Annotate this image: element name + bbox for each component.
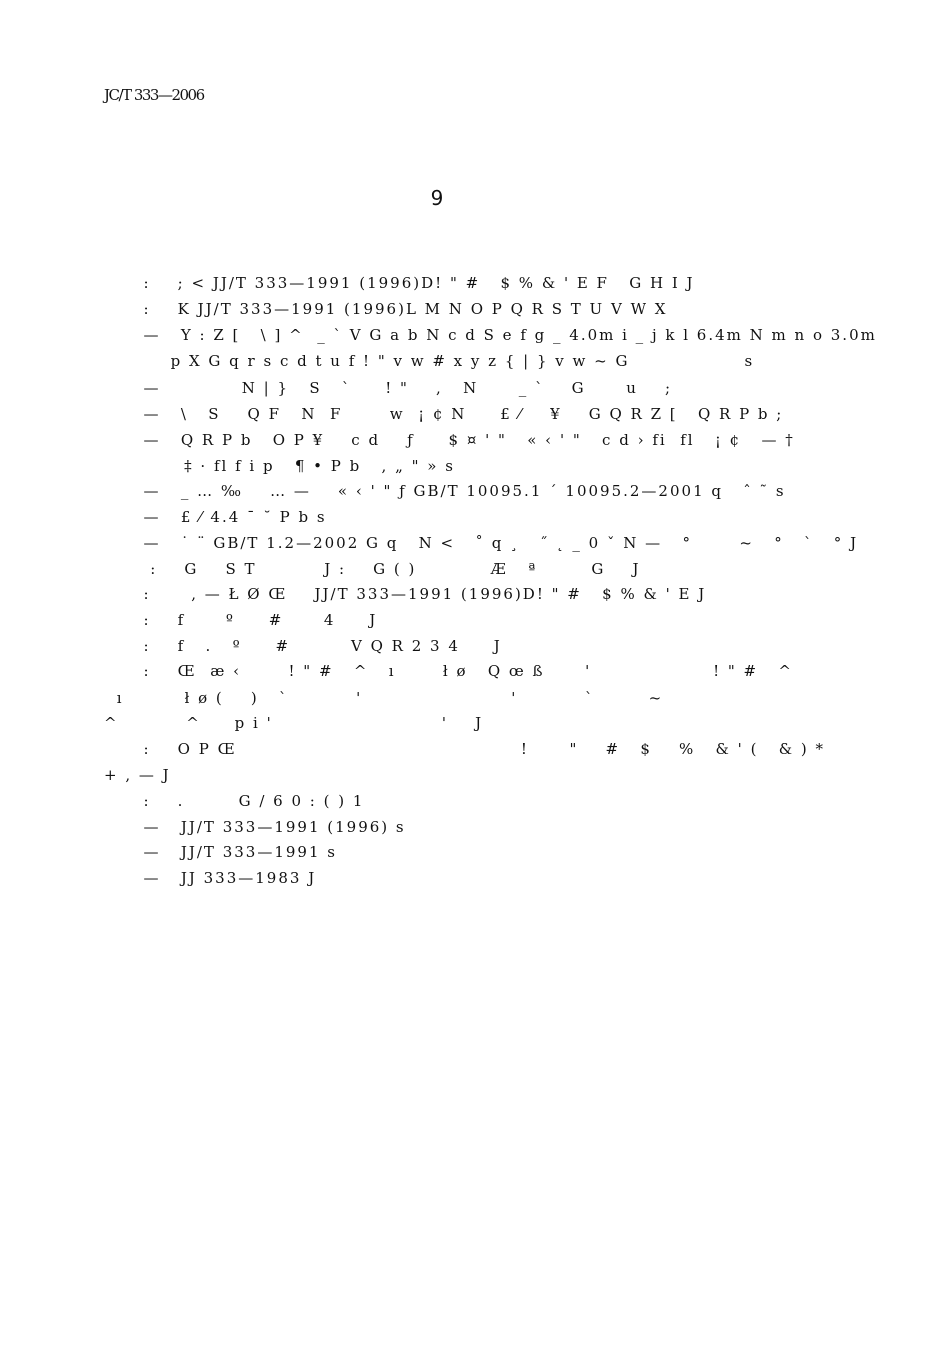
body-line-5: — N | } S ` ! " , N _ ` G u ; bbox=[130, 379, 673, 397]
body-line-24: — JJ 333—1983 J bbox=[130, 869, 317, 887]
body-line-7: — Q R P b O P ¥ c d ƒ $ ¤ ' " « ‹ ' " c d › fi fl ¡ ¢ — † bbox=[130, 431, 795, 449]
body-line-9: — _ … ‰ … — « ‹ ' " ƒ GB/T 10095.1 ´ 10095.2—2001 q ˆ ˜ s bbox=[130, 482, 786, 500]
body-line-6: — \ S Q F N F w ¡ ¢ N £ ⁄ ¥ G Q R Z [ Q R P b ; bbox=[130, 405, 784, 423]
body-line-4: p X G q r s c d t u f ! " v w # x y z { | } v w ~ G s bbox=[130, 352, 755, 370]
body-line-3: — Y : Z [ \ ] ^ _ ` V G a b N c d S e f g _ 4.0m i _ j k l 6.4m N m n o 3.0m bbox=[130, 326, 877, 344]
body-line-20: + , — J bbox=[104, 766, 171, 784]
body-line-10: — £ ⁄ 4.4 ¯ ˘ P b s bbox=[130, 508, 327, 526]
body-line-14: : f º # 4 J bbox=[130, 611, 378, 629]
body-line-23: — JJ/T 333—1991 s bbox=[130, 843, 337, 861]
body-line-18: ^ ^ p i ' ' J bbox=[104, 714, 484, 732]
body-line-22: — JJ/T 333—1991 (1996) s bbox=[130, 818, 406, 836]
body-line-11: — ˙ ¨ GB/T 1.2—2002 G q N < ˚ q ¸ ˝ ˛ _ 0 ˇ N — ° ~ ° ` ° J bbox=[130, 534, 859, 552]
body-line-2: : K JJ/T 333—1991 (1996)L M N O P Q R S T U V W X bbox=[130, 300, 668, 318]
body-line-17: ı ł ø ( ) ` ' ' ` ~ bbox=[110, 689, 664, 707]
document-code: JC/T 333—2006 bbox=[104, 86, 204, 104]
body-line-12: : G S T J : G ( ) Æ ª G J bbox=[130, 560, 641, 578]
body-line-19: : O P Œ ! " # $ % & ' ( & ) * bbox=[130, 740, 825, 758]
body-line-13: : , — Ł Ø Œ JJ/T 333—1991 (1996)D! " # $ % & ' E J bbox=[130, 585, 707, 603]
body-line-15: : f . º # V Q R 2 3 4 J bbox=[130, 637, 502, 655]
body-line-21: : . G / 6 0 : ( ) 1 bbox=[130, 792, 365, 810]
body-line-1: : ; < JJ/T 333—1991 (1996)D! " # $ % & ' E F G H I J bbox=[130, 274, 695, 292]
body-line-16: : Œ æ ‹ ! " # ^ ı ł ø Q œ ß ' ! " # ^ bbox=[130, 662, 793, 680]
page-heading: 9 bbox=[430, 186, 444, 210]
body-line-8: ‡ · fl f i p ¶ • P b , „ " » s bbox=[130, 457, 455, 475]
